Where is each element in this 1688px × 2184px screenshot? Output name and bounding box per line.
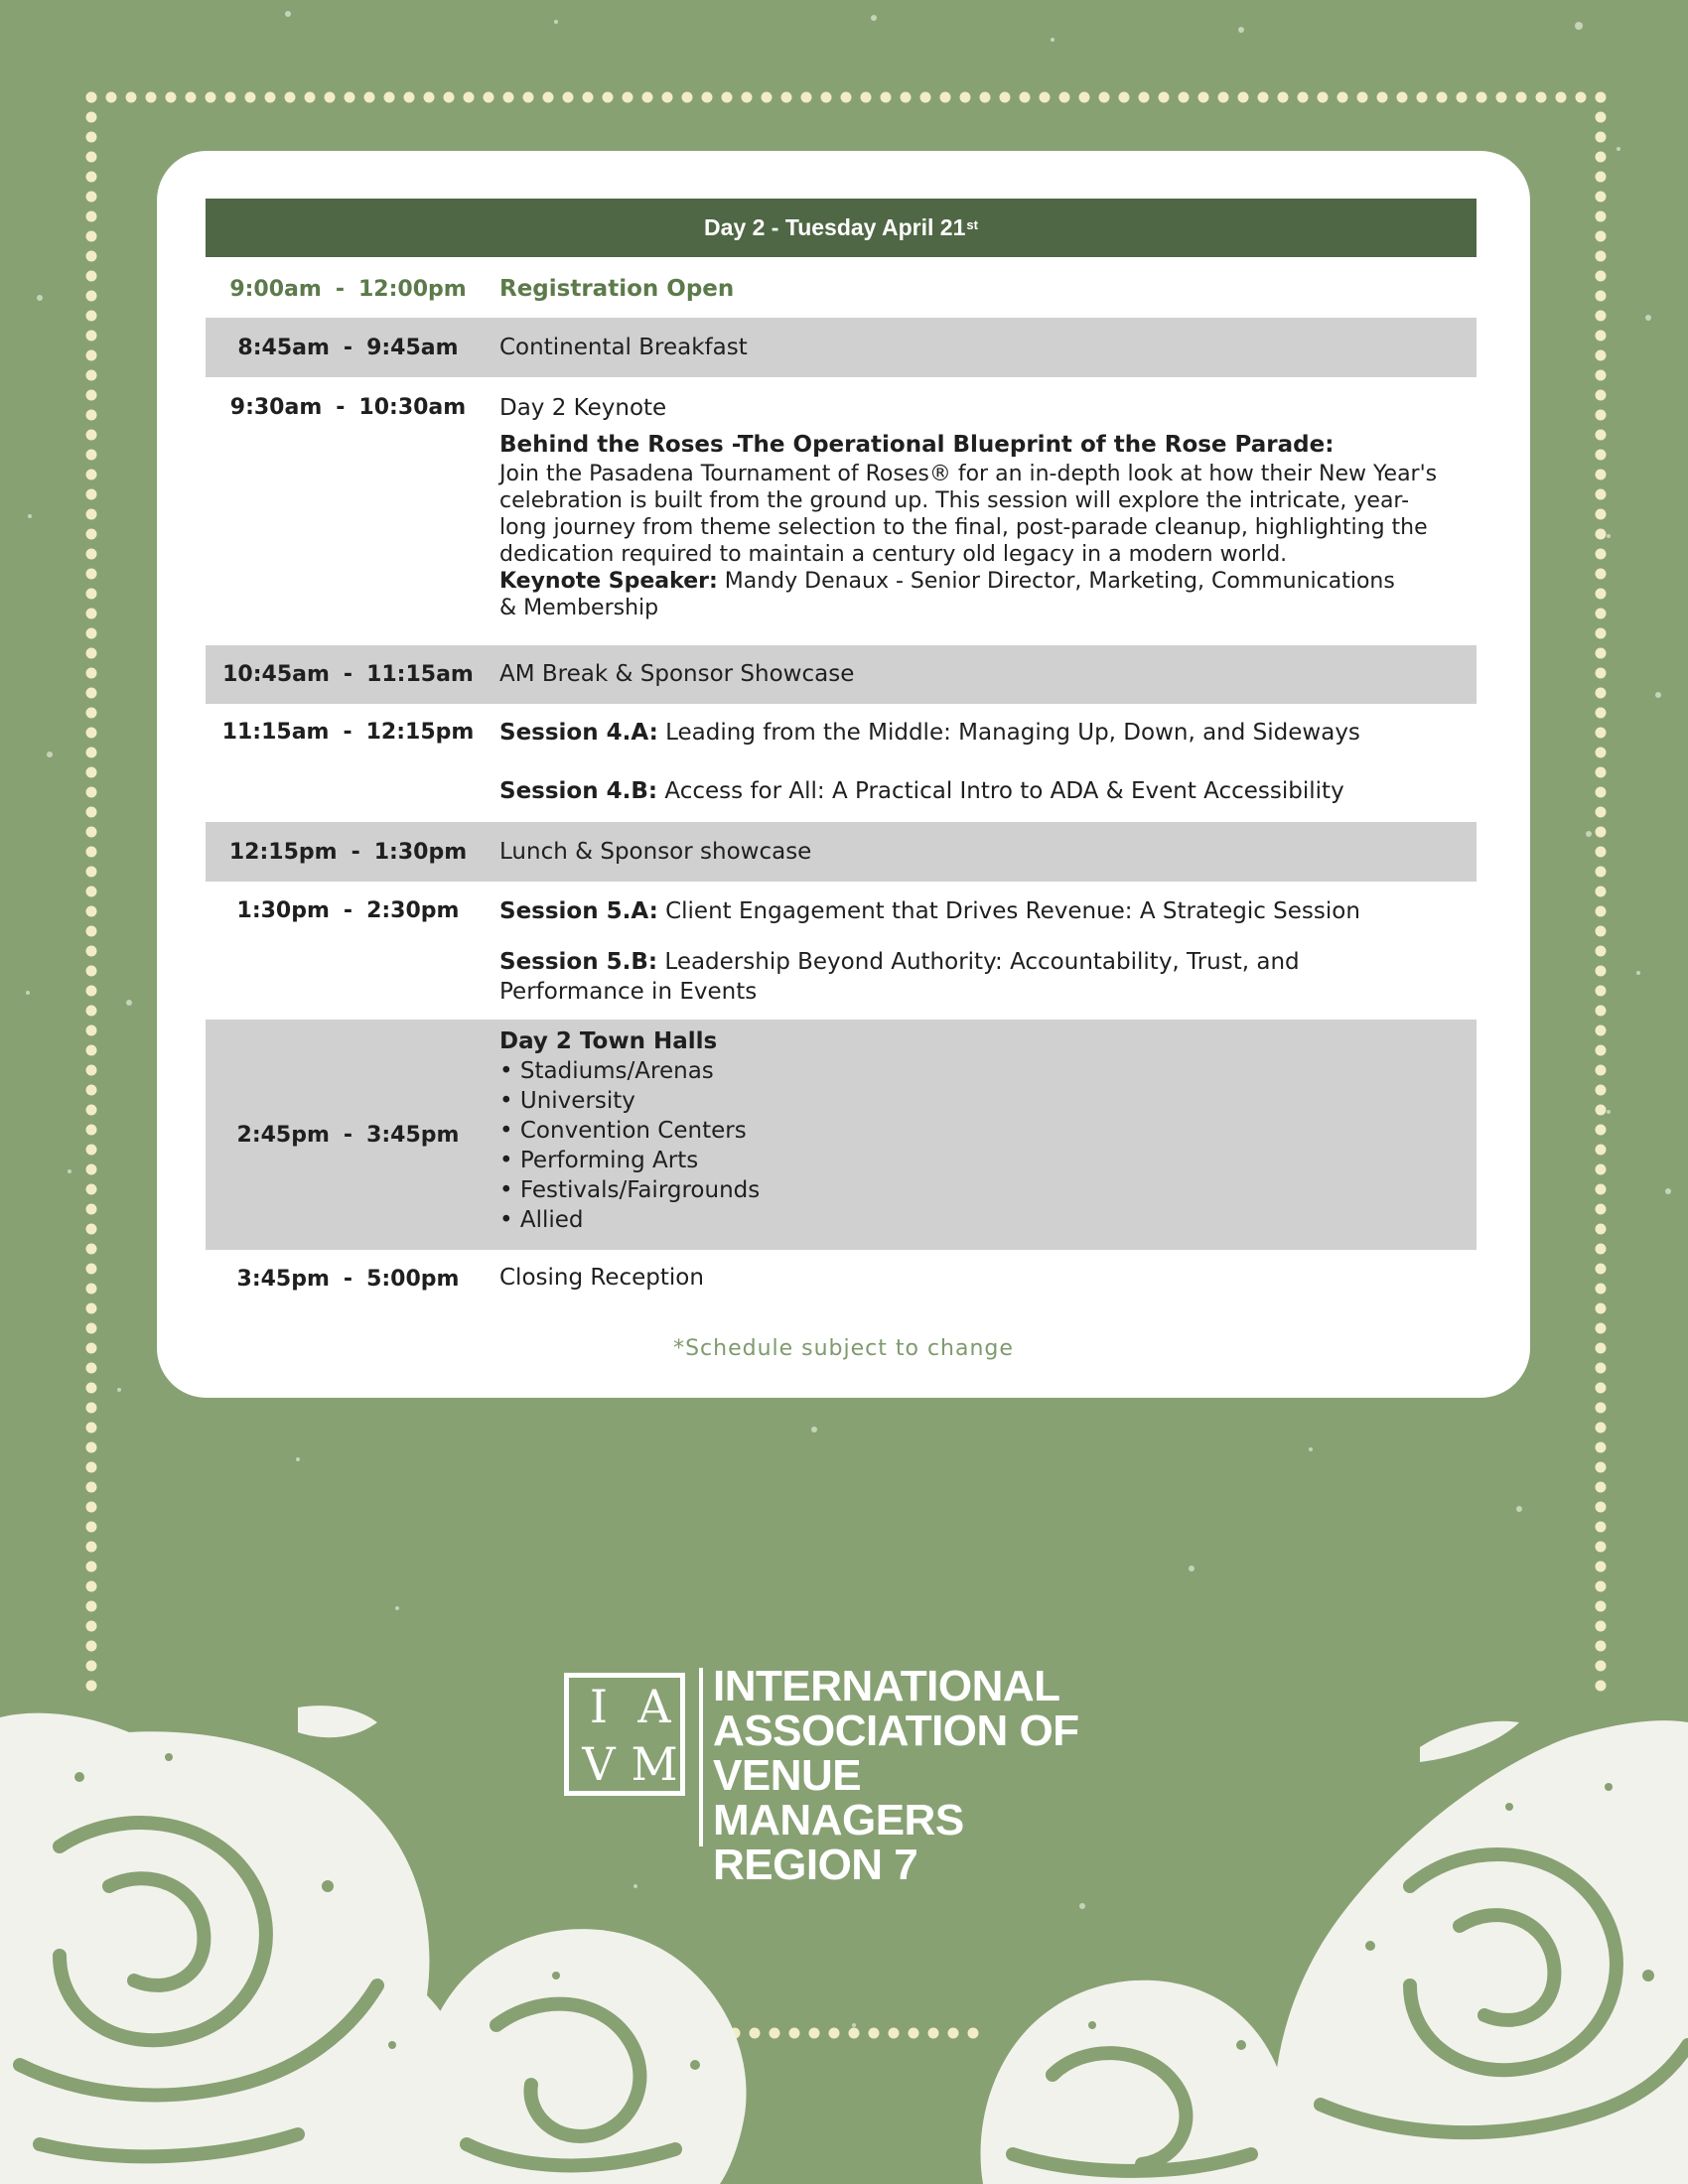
row-title: Continental Breakfast [499, 335, 748, 360]
schedule-note: *Schedule subject to change [673, 1336, 1014, 1361]
session-label: Session 4.B: [499, 778, 658, 804]
rose-illustration [0, 1688, 1688, 2184]
row-time: 10:45am - 11:15am [222, 662, 474, 687]
session-4b [499, 778, 1467, 804]
keynote-description-line: long journey from theme selection to the final, post-parade cleanup, highlighting the [499, 515, 1428, 540]
schedule-row-session-4 [206, 704, 1477, 822]
logo-line: REGION 7 [713, 1841, 918, 1889]
town-hall-item: • Performing Arts [499, 1148, 699, 1173]
town-halls-content [499, 1026, 1467, 1235]
schedule-row-registration [206, 260, 1477, 318]
session-label: Session 5.B: [499, 949, 658, 975]
row-title: Day 2 Town Halls [499, 1028, 718, 1054]
session-title: Leading from the Middle: Managing Up, Down, and Sideways [657, 720, 1360, 746]
row-time: 3:45pm - 5:00pm [236, 1266, 460, 1292]
rose-left-large [0, 1713, 467, 2184]
session-title-cont: Performance in Events [499, 979, 758, 1005]
town-hall-item: • Convention Centers [499, 1118, 747, 1144]
session-title: Access for All: A Practical Intro to ADA & Event Accessibility [657, 778, 1344, 804]
keynote-speaker-label: Keynote Speaker: [499, 569, 718, 594]
logo-letter: M [631, 1737, 678, 1791]
session-label: Session 4.A: [499, 720, 658, 746]
keynote-content [499, 395, 1467, 621]
row-time: 8:45am - 9:45am [237, 335, 459, 360]
keynote-speaker [499, 568, 1467, 595]
row-time: 9:30am - 10:30am [229, 395, 467, 420]
day-header [206, 199, 1477, 257]
town-hall-item: • Allied [499, 1207, 584, 1233]
town-hall-item: • Stadiums/Arenas [499, 1058, 714, 1084]
row-title: Lunch & Sponsor showcase [499, 839, 812, 865]
row-time: 2:45pm - 3:45pm [236, 1122, 460, 1148]
session-label: Session 5.A: [499, 898, 658, 924]
row-title: Registration Open [499, 276, 735, 302]
logo-line: VENUE MANAGERS [713, 1751, 964, 1844]
schedule-row-closing [206, 1250, 1477, 1307]
session-title: Leadership Beyond Authority: Accountability, Trust, and [657, 949, 1300, 975]
session-4a [499, 720, 1467, 746]
row-time: 11:15am - 12:15pm [221, 720, 475, 745]
logo-line: ASSOCIATION OF [713, 1706, 1079, 1755]
day-header-title: Day 2 - Tuesday April 21 [704, 214, 966, 240]
logo-letter: V [582, 1737, 616, 1791]
town-hall-item: • University [499, 1088, 635, 1114]
town-hall-item: • Festivals/Fairgrounds [499, 1177, 761, 1203]
schedule-row-town-halls [206, 1020, 1477, 1250]
schedule-row-breakfast [206, 318, 1477, 377]
keynote-speaker-name-cont: & Membership [499, 596, 659, 620]
keynote-description-line: Join the Pasadena Tournament of Roses® for an in-depth look at how their New Year's [499, 462, 1438, 486]
row-title: Closing Reception [499, 1265, 704, 1291]
schedule-card [157, 151, 1530, 1398]
schedule-row-keynote [206, 377, 1477, 645]
logo-line: INTERNATIONAL [713, 1662, 1060, 1710]
schedule-row-am-break [206, 645, 1477, 704]
schedule-row-lunch [206, 822, 1477, 882]
session-5b [499, 947, 1467, 1007]
row-title: AM Break & Sponsor Showcase [499, 661, 855, 687]
row-time: 1:30pm - 2:30pm [236, 898, 460, 923]
day-header-suffix: st [966, 217, 978, 232]
logo-letter: I [589, 1680, 609, 1733]
keynote-speaker-name: Mandy Denaux - Senior Director, Marketing, Communications [717, 569, 1395, 594]
session-5a [499, 898, 1467, 924]
keynote-subtitle: Behind the Roses -The Operational Blueprint of the Rose Parade: [499, 432, 1335, 458]
row-time: 12:15pm - 1:30pm [228, 839, 468, 865]
session-title: Client Engagement that Drives Revenue: A Strategic Session [657, 898, 1360, 924]
row-title: Day 2 Keynote [499, 395, 667, 421]
keynote-description-line: celebration is built from the ground up. This session will explore the intricate, year- [499, 488, 1410, 513]
schedule-row-session-5 [206, 882, 1477, 1020]
logo-letter: A [637, 1680, 671, 1733]
keynote-description [499, 461, 1467, 621]
keynote-description-line: dedication required to maintain a century old legacy in a modern world. [499, 542, 1288, 567]
row-time: 9:00am - 12:00pm [229, 276, 467, 302]
